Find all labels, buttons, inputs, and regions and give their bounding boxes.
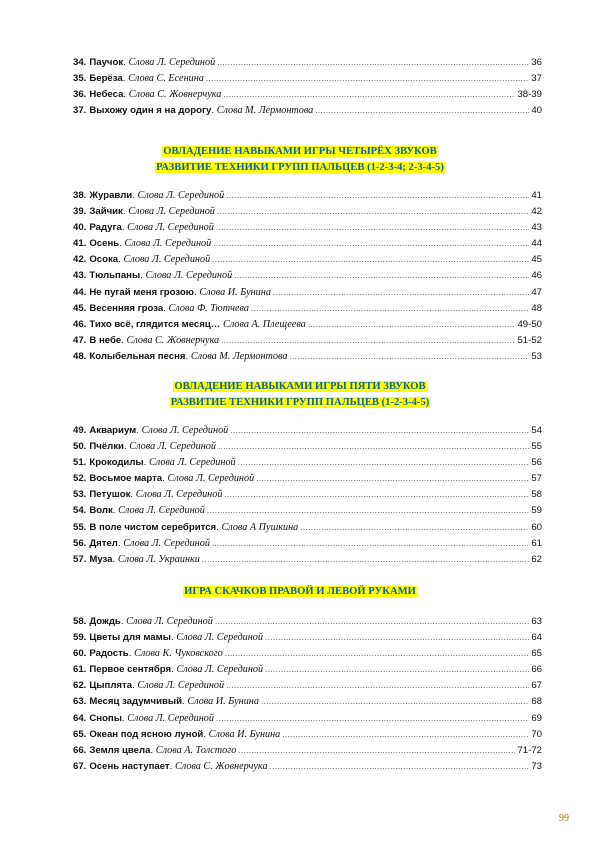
toc-entry: 42. Осока . Слова Л. Серединой ..... 45 (73, 252, 542, 268)
entry-title: Пчёлки (89, 441, 124, 453)
entry-number: 37. (73, 105, 87, 117)
entry-number: 49. (73, 425, 87, 436)
entry-title: Петушок (89, 489, 131, 501)
heading-line: ИГРА СКАЧКОВ ПРАВОЙ И ЛЕВОЙ РУКАМИ (184, 586, 416, 597)
entry-title: Дождь (89, 616, 121, 627)
entry-author: Слова Л. Серединой (126, 616, 213, 627)
dot-leader (300, 520, 529, 536)
entry-page: 53 (531, 350, 542, 362)
dot-leader (217, 204, 529, 220)
toc-entry: 60. Радость . Слова К. Чуковского ..... 65 (73, 646, 542, 662)
entry-number: 45. (73, 302, 87, 314)
dot-leader (221, 333, 515, 349)
heading-line: РАЗВИТИЕ ТЕХНИКИ ГРУПП ПАЛЬЦЕВ (1-2-3-4; 2-3-4-5) (156, 162, 444, 173)
dot-leader (289, 349, 529, 365)
entry-title: Океан под ясною луной (89, 728, 204, 740)
toc-entry: 67. Осень наступает . Слова С. Жовнерчука ..... 73 (73, 759, 542, 775)
entry-number: 53. (73, 489, 87, 501)
entry-number: 35. (73, 73, 87, 85)
dot-leader (256, 471, 529, 487)
toc-entry: 66. Земля цвела . Слова А. Толстого ..... 71-72 (73, 743, 542, 759)
entry-author: Слова Л. Серединой (137, 680, 225, 692)
entry-title: Зайчик (89, 206, 123, 218)
entry-number: 60. (73, 648, 87, 660)
entry-author: Слова Л. Серединой (127, 712, 214, 724)
entry-number: 40. (73, 222, 87, 234)
entry-number: 54. (73, 505, 87, 517)
entry-page: 59 (531, 505, 542, 517)
dot-leader (212, 536, 529, 552)
entry-author: Слова С. Жовнерчука (126, 334, 220, 346)
toc-entry: 58. Дождь . Слова Л. Серединой ..... 63 (73, 614, 542, 630)
entry-number: 50. (73, 441, 87, 453)
entry-author: Слова Л. Украинки (117, 553, 200, 565)
entry-page: 64 (531, 632, 542, 644)
entry-page: 37 (531, 73, 542, 85)
entry-number: 51. (73, 457, 87, 469)
toc-group-3 (73, 423, 542, 568)
toc-entry: 45. Весенняя гроза . Слова Ф. Тютчева ..... 48 (73, 301, 542, 317)
dot-leader (225, 646, 530, 662)
section-heading (0, 144, 600, 176)
toc-entry: 40. Радуга . Слова Л. Серединой ..... 43 (73, 220, 542, 236)
entry-number: 65. (73, 728, 87, 740)
section-heading (0, 584, 600, 600)
dot-leader (213, 236, 529, 252)
dot-leader (206, 71, 529, 87)
entry-number: 42. (73, 254, 87, 266)
entry-author: Слова Л. Серединой (137, 190, 225, 201)
toc-entry: 62. Цыплята . Слова Л. Серединой ..... 67 (73, 678, 542, 694)
toc-entry: 47. В небе . Слова С. Жовнерчука ..... 51-52 (73, 333, 542, 349)
toc-entry: 59. Цветы для мамы . Слова Л. Серединой ..... 64 (73, 630, 542, 646)
entry-author: Слова Л. Серединой (135, 489, 223, 501)
entry-page: 65 (531, 648, 542, 660)
entry-page: 58 (531, 489, 542, 501)
entry-page: 56 (531, 457, 542, 469)
entry-number: 63. (73, 696, 87, 708)
entry-page: 43 (531, 222, 542, 234)
entry-page: 60 (531, 521, 542, 533)
toc-entry: 63. Месяц задумчивый . Слова И. Бунина ..... 68 (73, 694, 542, 710)
toc-entry: 50. Пчёлки . Слова Л. Серединой ..... 55 (73, 439, 542, 455)
entry-title: Весенняя гроза (89, 302, 164, 314)
entry-title: Аквариум (89, 425, 137, 436)
entry-number: 34. (73, 57, 87, 68)
dot-leader (223, 87, 515, 103)
entry-author: Слова К. Чуковского (134, 648, 223, 660)
entry-author: Слова Л. Серединой (176, 664, 264, 676)
toc-entry: 49. Аквариум . Слова Л. Серединой ..... 54 (73, 423, 542, 439)
entry-author: Слова Ф. Тютчева (168, 302, 249, 314)
entry-page: 49-50 (517, 318, 542, 330)
entry-author: Слова С. Есенина (128, 73, 204, 85)
entry-number: 67. (73, 760, 87, 772)
dot-leader (207, 503, 530, 519)
toc-group-4 (73, 614, 542, 775)
entry-title: Журавли (89, 190, 133, 201)
heading-line: ОВЛАДЕНИЕ НАВЫКАМИ ИГРЫ ЧЕТЫРЁХ ЗВУКОВ (163, 146, 437, 157)
entry-title: Осень (89, 238, 120, 250)
dot-leader (315, 103, 529, 119)
entry-page: 63 (531, 616, 542, 627)
entry-page: 69 (531, 712, 542, 724)
entry-title: Осока (89, 254, 119, 266)
toc-entry: 38. Журавли . Слова Л. Серединой ..... 41 (73, 188, 542, 204)
entry-number: 43. (73, 270, 87, 282)
entry-author: Слова М. Лермонтова (216, 105, 314, 117)
entry-number: 47. (73, 334, 87, 346)
dot-leader (215, 614, 529, 630)
dot-leader (265, 662, 529, 678)
dot-leader (230, 423, 529, 439)
entry-title: Тюльпаны (89, 270, 141, 282)
entry-author: Слова Л. Серединой (145, 270, 233, 282)
toc-entry: 54. Волк . Слова Л. Серединой ..... 59 (73, 503, 542, 519)
dot-leader (226, 678, 529, 694)
dot-leader (238, 743, 515, 759)
entry-number: 36. (73, 89, 87, 101)
entry-number: 52. (73, 473, 87, 485)
dot-leader (217, 55, 529, 71)
entry-author: Слова И. Бунина (187, 696, 259, 708)
entry-page: 67 (531, 680, 542, 692)
entry-title: Цветы для мамы (89, 632, 171, 644)
entry-title: В небе (89, 334, 122, 346)
dot-leader (270, 759, 530, 775)
toc-entry: 34. Паучок . Слова Л. Серединой ..... 36 (73, 55, 542, 71)
entry-title: Месяц задумчивый (89, 696, 182, 708)
entry-page: 40 (531, 105, 542, 117)
entry-page: 73 (531, 760, 542, 772)
entry-title: Муза (89, 553, 113, 565)
heading-line: РАЗВИТИЕ ТЕХНИКИ ГРУПП ПАЛЬЦЕВ (1-2-3-4-5) (170, 397, 430, 408)
entry-page: 42 (531, 206, 542, 218)
entry-author: Слова М. Лермонтова (190, 350, 288, 362)
entry-title: Снопы (89, 712, 122, 724)
entry-author: Слова Л. Серединой (128, 206, 215, 218)
entry-author: Слова Л. Серединой (123, 537, 210, 549)
entry-author: Слова А. Толстого (155, 744, 237, 756)
entry-author: Слова Л. Серединой (118, 505, 205, 517)
toc-entry: 48. Колыбельная песня . Слова М. Лермонтова ..... 53 (73, 349, 542, 365)
entry-number: 39. (73, 206, 87, 218)
entry-page: 57 (531, 473, 542, 485)
toc-entry: 43. Тюльпаны . Слова Л. Серединой ..... 46 (73, 268, 542, 284)
entry-author: Слова Л. Серединой (141, 425, 229, 436)
entry-page: 36 (531, 57, 542, 68)
toc-entry: 51. Крокодилы . Слова Л. Серединой ..... 56 (73, 455, 542, 471)
entry-author: Слова Л. Серединой (167, 473, 255, 485)
entry-title: Осень наступает (89, 760, 170, 772)
entry-number: 41. (73, 238, 87, 250)
entry-page: 48 (531, 302, 542, 314)
toc-entry (73, 317, 542, 333)
dot-leader (212, 252, 529, 268)
dot-leader (238, 455, 530, 471)
page-number: 99 (559, 813, 569, 824)
toc-entry: 56. Дятел . Слова Л. Серединой ..... 61 (73, 536, 542, 552)
toc-entry: 57. Муза . Слова Л. Украинки ..... 62 (73, 552, 542, 568)
entry-page: 44 (531, 238, 542, 250)
dot-leader (308, 317, 516, 333)
entry-page: 61 (531, 537, 542, 549)
entry-title: Выхожу один я на дорогу (89, 105, 212, 117)
entry-page: 66 (531, 664, 542, 676)
heading-line: ОВЛАДЕНИЕ НАВЫКАМИ ИГРЫ ПЯТИ ЗВУКОВ (174, 381, 426, 392)
entry-title: Паучок (89, 57, 124, 68)
entry-number: 62. (73, 680, 87, 692)
dot-leader (261, 694, 529, 710)
dot-leader (202, 552, 529, 568)
toc-entry: 36. Небеса . Слова С. Жовнерчука ..... 38-39 (73, 87, 542, 103)
entry-number: 57. (73, 553, 87, 565)
entry-author: Слова Л. Серединой (128, 57, 216, 68)
entry-title: Цыплята (89, 680, 133, 692)
toc-entry: 41. Осень . Слова Л. Серединой ..... 44 (73, 236, 542, 252)
dot-leader (273, 285, 529, 301)
entry-title: Колыбельная песня (89, 350, 186, 362)
entry-number: 64. (73, 712, 87, 724)
entry-title: Небеса (89, 89, 124, 101)
entry-author: Слова Л. Серединой (148, 457, 236, 469)
entry-number: 59. (73, 632, 87, 644)
entry-page: 47 (531, 286, 542, 298)
entry-title: Крокодилы (89, 457, 144, 469)
dot-leader (224, 487, 529, 503)
toc-entry: 52. Восьмое марта . Слова Л. Серединой ..... 57 (73, 471, 542, 487)
entry-number: 61. (73, 664, 87, 676)
entry-page: 46 (531, 270, 542, 282)
toc-entry: 37. Выхожу один я на дорогу . Слова М. Лермонтова ..... 40 (73, 103, 542, 119)
dot-leader (216, 220, 529, 236)
entry-page: 68 (531, 696, 542, 708)
entry-page: 62 (531, 553, 542, 565)
entry-number: 46. (73, 318, 87, 330)
dot-leader (265, 630, 529, 646)
entry-number: 58. (73, 616, 87, 627)
entry-author: Слова Л. Серединой (129, 441, 216, 453)
entry-number: 56. (73, 537, 87, 549)
entry-page: 71-72 (517, 744, 542, 756)
toc-entry: 64. Снопы . Слова Л. Серединой ..... 69 (73, 711, 542, 727)
dot-leader (216, 711, 529, 727)
entry-author: Слова И. Бунина (208, 728, 281, 740)
toc-entry: 35. Берёза . Слова С. Есенина ..... 37 (73, 71, 542, 87)
entry-author: Слова А. Плещеева (223, 318, 306, 330)
entry-title: Берёза (89, 73, 123, 85)
toc-entry: 39. Зайчик . Слова Л. Серединой ..... 42 (73, 204, 542, 220)
entry-title: Первое сентября (89, 664, 172, 676)
entry-title: Восьмое марта (89, 473, 163, 485)
toc-entry: 44. Не пугай меня грозою . Слова И. Бунина ..... 47 (73, 285, 542, 301)
toc-entry: 55. В поле чистом серебрится . Слова А Пушкина ..... 60 (73, 520, 542, 536)
toc-entry: 53. Петушок . Слова Л. Серединой ..... 58 (73, 487, 542, 503)
entry-author: Слова Л. Серединой (127, 222, 214, 234)
entry-title: Земля цвела (89, 744, 151, 756)
entry-author: Слова С. Жовнерчука (174, 760, 268, 772)
toc-entry: 61. Первое сентября . Слова Л. Серединой ..... 66 (73, 662, 542, 678)
entry-author: Слова С. Жовнерчука (128, 89, 222, 101)
entry-page: 55 (531, 441, 542, 453)
entry-title: Не пугай меня грозою (89, 286, 194, 298)
toc-group-2 (73, 188, 542, 365)
entry-number: 66. (73, 744, 87, 756)
dot-leader (234, 268, 529, 284)
entry-page: 51-52 (517, 334, 542, 346)
entry-number: 55. (73, 521, 87, 533)
dot-leader (251, 301, 529, 317)
entry-page: 54 (531, 425, 542, 436)
entry-title: Дятел (89, 537, 118, 549)
entry-page: 38-39 (517, 89, 542, 101)
toc-entry: 65. Океан под ясною луной . Слова И. Бунина ..... 70 (73, 727, 542, 743)
toc-group-1 (73, 55, 542, 119)
dot-leader (218, 439, 529, 455)
dot-leader (282, 727, 529, 743)
entry-author: Слова Л. Серединой (124, 238, 212, 250)
entry-author: Слова Л. Серединой (176, 632, 263, 644)
entry-author: Слова Л. Серединой (123, 254, 211, 266)
entry-page: 41 (531, 190, 542, 201)
dot-leader (226, 188, 529, 204)
entry-title: Радость (89, 648, 129, 660)
entry-page: 70 (531, 728, 542, 740)
entry-number: 48. (73, 350, 87, 362)
entry-author: Слова А Пушкина (221, 521, 299, 533)
entry-page: 45 (531, 254, 542, 266)
entry-title: Тихо всё, глядится месяц… (89, 318, 221, 330)
entry-number: 38. (73, 190, 87, 201)
entry-title: Радуга (89, 222, 122, 234)
section-heading (0, 379, 600, 411)
entry-title: В поле чистом серебрится (89, 521, 217, 533)
entry-title: Волк (89, 505, 113, 517)
entry-author: Слова И. Бунина (199, 286, 271, 298)
entry-number: 44. (73, 286, 87, 298)
